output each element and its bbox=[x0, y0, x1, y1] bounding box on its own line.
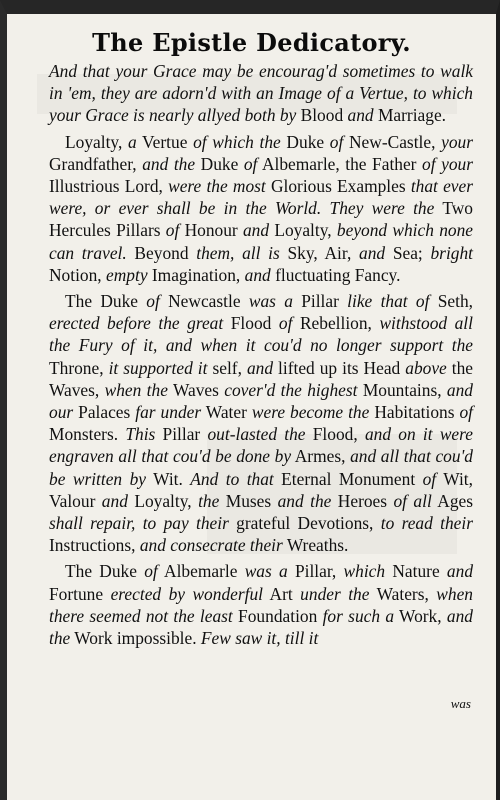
roman-run: Flood, bbox=[305, 424, 365, 445]
italic-run: empty bbox=[106, 264, 148, 285]
roman-run: Duke bbox=[280, 131, 330, 152]
roman-run: Wreaths. bbox=[282, 535, 349, 556]
italic-run: bright bbox=[430, 242, 474, 263]
roman-run: Flood bbox=[223, 313, 279, 334]
italic-run: and bbox=[246, 357, 274, 378]
italic-run: when there seemed not the least bbox=[49, 583, 474, 626]
roman-run: Newcastle bbox=[159, 291, 249, 312]
italic-run: shall repair, to pay their bbox=[49, 513, 229, 534]
italic-run: and on it were engraven all that cou'd be done by bbox=[49, 424, 473, 467]
italic-run: They were the bbox=[329, 198, 435, 219]
italic-run: and bbox=[359, 242, 386, 263]
italic-run: to read their bbox=[380, 513, 473, 534]
italic-run: This bbox=[125, 424, 156, 445]
roman-run: Two Hercules Pillars bbox=[49, 198, 473, 241]
roman-run: Water bbox=[201, 402, 252, 423]
italic-run: erected by wonderful bbox=[110, 583, 263, 604]
roman-run: Imagination, bbox=[147, 264, 245, 285]
roman-run: Waves bbox=[167, 379, 225, 400]
roman-run: Illustrious Lord, bbox=[49, 176, 169, 197]
italic-run: and the bbox=[142, 153, 196, 174]
paragraph-2 bbox=[49, 131, 473, 286]
catchword: was bbox=[450, 696, 471, 711]
roman-run: Nature bbox=[385, 561, 447, 582]
roman-run: Work, bbox=[394, 605, 447, 626]
paragraph-4 bbox=[49, 560, 473, 649]
roman-run: Vertue bbox=[136, 131, 194, 152]
roman-run: Seth, bbox=[429, 291, 473, 312]
roman-run: Beyond bbox=[126, 242, 197, 263]
roman-run: Sky, Air, bbox=[279, 242, 360, 263]
roman-run: Monsters. bbox=[49, 424, 126, 445]
roman-run: Habitations bbox=[369, 402, 460, 423]
paragraph-1 bbox=[49, 60, 473, 127]
roman-run: Waters, bbox=[369, 583, 437, 604]
roman-run: Wit. bbox=[145, 468, 191, 489]
italic-run: and our bbox=[49, 379, 473, 423]
italic-run: were the most bbox=[168, 176, 266, 197]
roman-run: Armes, bbox=[291, 446, 351, 467]
roman-run: Marriage. bbox=[377, 105, 447, 126]
italic-run: withstood all the Fury of it, and when it cou'd no longer support the bbox=[49, 313, 473, 356]
italic-run: were become the bbox=[251, 402, 370, 423]
roman-run: The Duke bbox=[65, 291, 147, 312]
italic-run: of bbox=[165, 220, 180, 241]
italic-run: And to that bbox=[190, 468, 274, 489]
italic-run: and the bbox=[49, 605, 473, 649]
italic-run: and bbox=[242, 220, 270, 241]
italic-run: far under bbox=[135, 402, 202, 423]
roman-run: Duke bbox=[195, 153, 244, 174]
roman-run: Foundation bbox=[232, 605, 323, 626]
italic-run: and bbox=[343, 105, 378, 126]
roman-run: Fortune bbox=[49, 583, 111, 604]
italic-run: of bbox=[146, 291, 160, 312]
italic-run: which bbox=[343, 561, 386, 582]
italic-run: your bbox=[441, 131, 473, 152]
italic-run: And that your Grace may be encourag'd sometimes to walk in 'em, they are adorn'd with an Image of a Vertue, to which your Grace is nearly allyed both by bbox=[49, 61, 473, 126]
roman-run: lifted up its Head bbox=[273, 357, 406, 378]
roman-run: Notion, bbox=[49, 264, 107, 285]
roman-run: Sea; bbox=[385, 242, 431, 263]
italic-run: and bbox=[244, 264, 271, 285]
roman-run bbox=[321, 198, 329, 218]
italic-run: the bbox=[198, 490, 220, 511]
italic-run: of your bbox=[422, 153, 473, 174]
roman-run: Eternal Monument bbox=[273, 468, 423, 489]
roman-run: Heroes bbox=[331, 490, 394, 511]
paragraph-3 bbox=[49, 290, 473, 556]
roman-run: The Duke bbox=[65, 561, 145, 582]
italic-run: a bbox=[127, 131, 137, 152]
roman-run: Palaces bbox=[73, 402, 136, 423]
roman-run: Pillar, bbox=[287, 561, 344, 582]
italic-run: and consecrate their bbox=[139, 535, 283, 556]
body-text bbox=[49, 60, 473, 653]
italic-run: like that of bbox=[347, 291, 430, 312]
italic-run: under the bbox=[300, 583, 370, 604]
roman-run: Loyalty, bbox=[127, 490, 199, 511]
italic-run: of bbox=[144, 561, 158, 582]
roman-run: New-Castle, bbox=[343, 131, 442, 152]
italic-run: of bbox=[459, 402, 474, 423]
roman-run: Art bbox=[263, 583, 301, 604]
roman-run: Albemarle, the Father bbox=[257, 153, 423, 174]
italic-run: and all that cou'd be written by bbox=[49, 446, 473, 489]
italic-run: them, all is bbox=[196, 242, 280, 263]
italic-run: was a bbox=[248, 291, 293, 312]
italic-run: and bbox=[101, 490, 128, 511]
italic-run: it supported it bbox=[108, 357, 208, 378]
roman-run: the Waves, bbox=[49, 357, 474, 400]
roman-run: Mountains, bbox=[357, 379, 447, 400]
roman-run: Blood bbox=[300, 105, 344, 126]
italic-run: of bbox=[243, 153, 258, 174]
roman-run: fluctuating Fancy. bbox=[270, 264, 401, 285]
italic-run: beyond which none can travel. bbox=[49, 220, 473, 263]
italic-run: and bbox=[446, 561, 474, 582]
roman-run: Glorious Examples bbox=[265, 176, 411, 197]
italic-run: and the bbox=[277, 490, 332, 511]
roman-run: grateful Devotions, bbox=[228, 513, 381, 534]
italic-run: erected before the great bbox=[49, 313, 224, 334]
italic-run: that ever were, or ever shall be in the World. bbox=[49, 176, 473, 219]
italic-run: of which the bbox=[193, 131, 281, 152]
roman-run: Honour bbox=[179, 220, 243, 241]
running-head: The Epistle Dedicatory. bbox=[92, 28, 411, 57]
roman-run: Grandfather, bbox=[49, 153, 143, 174]
roman-run: Work impossible. bbox=[70, 628, 201, 649]
italic-run: when the bbox=[104, 379, 168, 400]
italic-run: was a bbox=[244, 561, 288, 582]
italic-run: for such a bbox=[322, 605, 395, 626]
roman-run: Albemarle bbox=[157, 561, 245, 582]
italic-run: above bbox=[405, 357, 447, 378]
roman-run: Ages bbox=[431, 490, 474, 511]
roman-run: Loyalty, bbox=[65, 131, 128, 152]
italic-run: of bbox=[329, 131, 344, 152]
roman-run: Muses bbox=[219, 490, 278, 511]
roman-run: Wit, Valour bbox=[49, 468, 473, 511]
italic-run: of bbox=[278, 313, 293, 334]
italic-run: out-lasted the bbox=[207, 424, 306, 445]
roman-run: Instructions, bbox=[49, 535, 140, 556]
italic-run: cover'd the highest bbox=[224, 379, 358, 400]
roman-run: Rebellion, bbox=[292, 313, 380, 334]
roman-run: Pillar bbox=[155, 424, 208, 445]
roman-run: Pillar bbox=[292, 291, 348, 312]
italic-run: of all bbox=[393, 490, 432, 511]
italic-run: of bbox=[422, 468, 437, 489]
roman-run: Loyalty, bbox=[269, 220, 337, 241]
roman-run: self, bbox=[207, 357, 247, 378]
roman-run: Throne, bbox=[49, 357, 109, 378]
italic-run: Few saw it, till it bbox=[200, 628, 319, 649]
